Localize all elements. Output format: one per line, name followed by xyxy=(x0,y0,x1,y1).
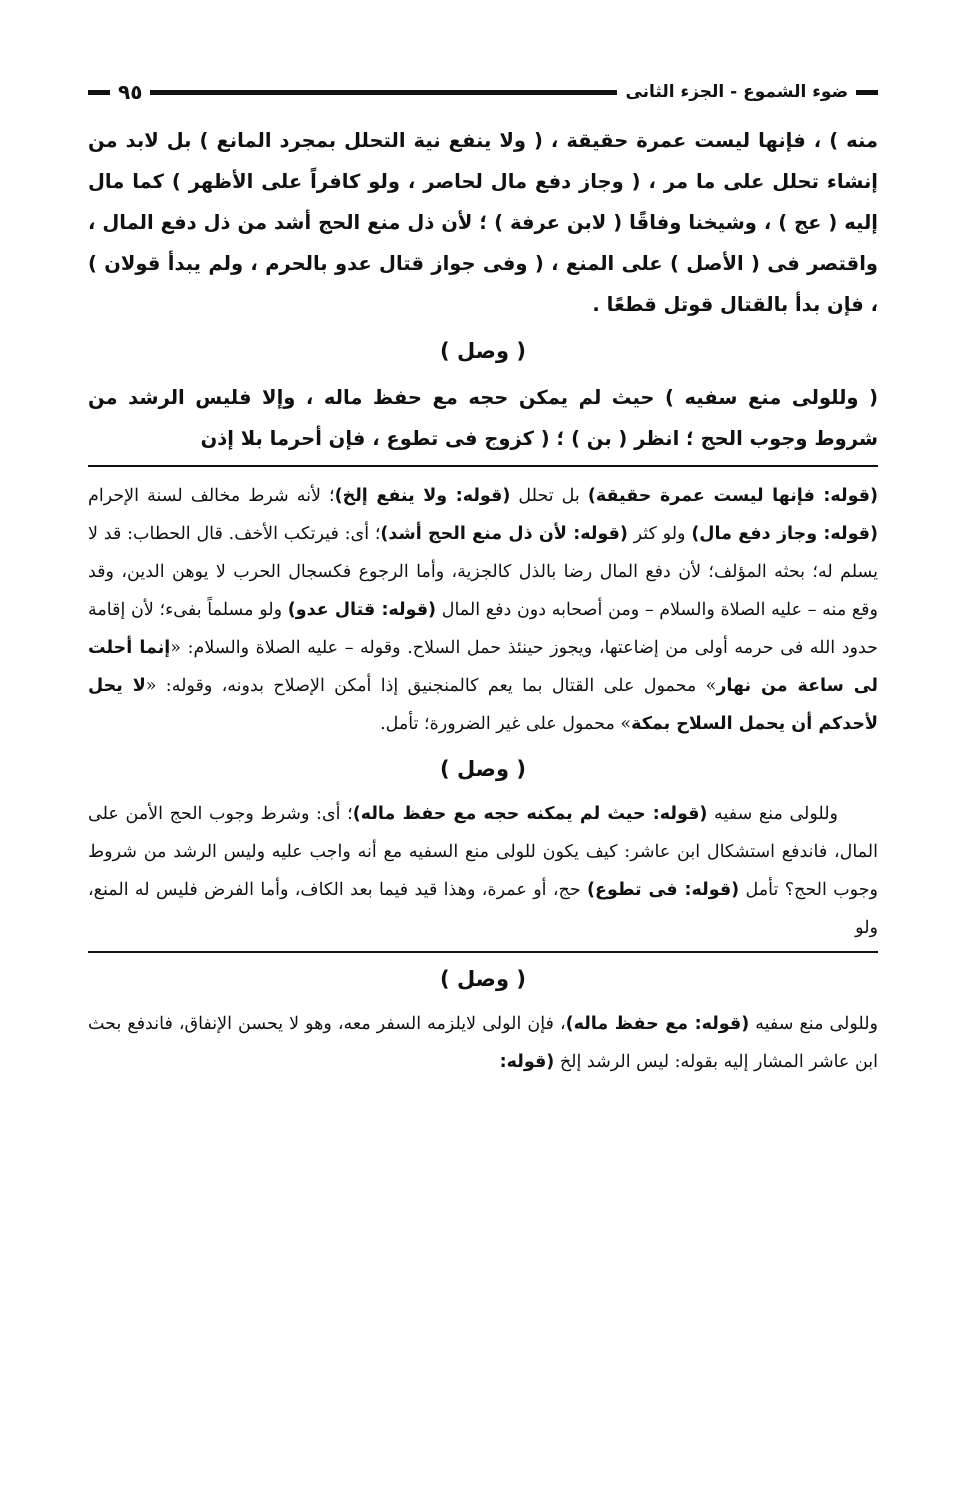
commentary-text: » محمول على غير الضرورة؛ تأمل. xyxy=(380,714,632,734)
commentary-text: ولو كثر xyxy=(627,524,692,544)
book-page xyxy=(88,70,878,1450)
commentary-quote: (قوله: وجاز دفع مال) xyxy=(691,524,879,544)
main-text xyxy=(88,120,878,459)
commentary-text: بل تحلل xyxy=(510,486,588,506)
commentary-text: ؛ أى: فيرتكب الأخف. قال الحطاب: قد لا يسلم له؛ بحثه المؤلف؛ لأن دفع المال رضا بالذل كالجزية، وأما الرجوع فكسجال الحرب لا يوهن الدين، وقد وقع منه – عليه الصلاة والسلام – ومن أصحابه دون دفع المال xyxy=(88,524,879,620)
second-commentary-paragraph xyxy=(88,1005,878,1081)
header-dash-right xyxy=(856,90,878,95)
header-rule xyxy=(150,90,617,95)
commentary-text: وللولى منع سفيه xyxy=(749,1014,879,1034)
commentary-paragraph-1 xyxy=(88,477,878,743)
commentary-quote: (قوله: مع حفظ ماله) xyxy=(565,1014,750,1034)
commentary xyxy=(88,477,878,947)
page-number: ٩٥ xyxy=(118,80,143,104)
commentary-text: ؛ لأنه شرط مخالف لسنة الإحرام xyxy=(88,486,335,506)
commentary-text: ولو مسلماً بفىء؛ لأن إقامة حدود الله فى حرمه أولى من إضاعتها، ويجوز حينئذ حمل السلاح. وقوله – عليه الصلاة والسلام: « xyxy=(88,600,878,658)
commentary-quote: (قوله: حيث لم يمكنه حجه مع حفظ ماله) xyxy=(352,804,708,824)
commentary-quote: (قوله: لأن ذل منع الحج أشد) xyxy=(380,524,628,544)
hadith-quote: لا يحل لأحدكم أن يحمل السلاح بمكة xyxy=(88,676,878,734)
main-text-divider xyxy=(88,465,878,467)
commentary-text: ، فإن الولى لايلزمه السفر معه، وهو لا يحسن الإنفاق، فاندفع بحث ابن عاشر المشار إليه بقوله: ليس الرشد إلخ xyxy=(88,1014,878,1072)
commentary-quote: (قوله: xyxy=(499,1052,555,1072)
running-header xyxy=(88,70,878,114)
section-heading-3: ( وصل ) xyxy=(440,967,526,991)
header-title: ضوء الشموع - الجزء الثانى xyxy=(625,82,848,102)
second-commentary xyxy=(88,959,878,1081)
commentary-text: وللولى منع سفيه xyxy=(707,804,839,824)
section-heading-2: ( وصل ) xyxy=(440,757,526,781)
section-heading-1: ( وصل ) xyxy=(440,339,526,363)
commentary-paragraph-2 xyxy=(88,795,878,947)
commentary-quote: (قوله: فى تطوع) xyxy=(587,880,740,900)
commentary-text: » محمول على القتال بما يعم كالمنجنيق إذا أمكن الإصلاح بدونه، وقوله: « xyxy=(145,676,717,696)
commentary-text: ؛ أى: وشرط وجوب الحج الأمن على المال، فاندفع استشكال ابن عاشر: كيف يكون للولى منع السفيه مع أنه واجب عليه وليس الرشد من شروط وجوب الحج؟ تأمل xyxy=(88,804,878,900)
commentary-quote: (قوله: فإنها ليست عمرة حقيقة) xyxy=(587,486,879,506)
commentary-divider xyxy=(88,951,878,953)
commentary-quote: (قوله: قتال عدو) xyxy=(287,600,437,620)
hadith-quote: إنما أحلت لى ساعة من نهار xyxy=(88,638,878,696)
main-paragraph-1: منه ) ، فإنها ليست عمرة حقيقة ، ( ولا ينفع نية التحلل بمجرد المانع ) بل لابد من إنشاء تحلل على ما مر ، ( وجاز دفع مال لحاصر ، ولو كافراً على الأظهر ) كما مال إليه ( عج ) ، وشيخنا وفاقًا ( لابن عرفة ) ؛ لأن ذل منع الحج أشد من ذل دفع المال ، واقتصر فى ( الأصل ) على المنع ، ( وفى جواز قتال عدو بالحرم ، ولم يبدأ قولان ) ، فإن بدأ بالقتال قوتل قطعًا . xyxy=(88,129,878,316)
commentary-text: حج، أو عمرة، وهذا قيد فيما بعد الكاف، وأما الفرض فليس له المنع، ولو xyxy=(88,880,878,938)
header-dash-left xyxy=(88,90,110,95)
main-paragraph-2: ( وللولى منع سفيه ) حيث لم يمكن حجه مع حفظ ماله ، وإلا فليس الرشد من شروط وجوب الحج ؛ انظر ( بن ) ؛ ( كزوج فى تطوع ، فإن أحرما بلا إذن xyxy=(88,386,878,450)
commentary-quote: (قوله: ولا ينفع إلخ) xyxy=(334,486,511,506)
